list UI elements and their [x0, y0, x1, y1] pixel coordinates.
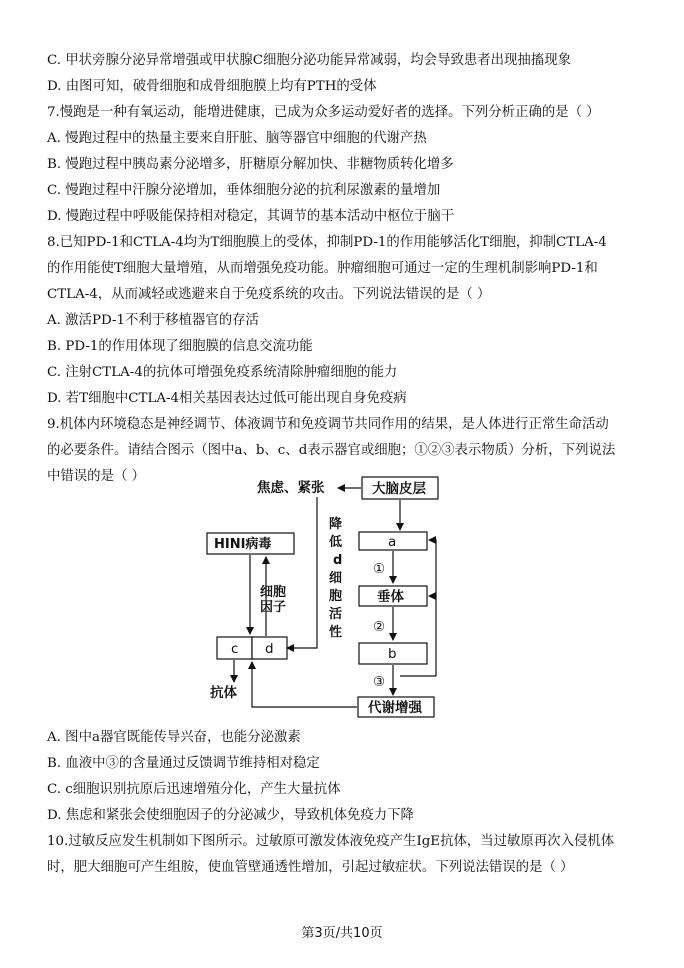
option-b-q7: B. 慢跑过程中胰岛素分泌增多，肝糖原分解加快、非糖物质转化增多 — [47, 157, 454, 172]
option-d-q7: D. 慢跑过程中呼吸能保持相对稳定，其调节的基本活动中枢位于脑干 — [47, 209, 455, 224]
option-c-q7: C. 慢跑过程中汗腺分泌增加，垂体细胞分泌的抗利尿激素的量增加 — [47, 183, 441, 198]
svg-text:细: 细 — [329, 571, 343, 586]
option-d-q9: D. 焦虑和紧张会使细胞因子的分泌减少，导致机体免疫力下降 — [47, 808, 414, 823]
option-d-q6: D. 由图可知，破骨细胞和成骨细胞膜上均有PTH的受体 — [47, 79, 377, 94]
option-c-q9: C. c细胞识别抗原后迅速增殖分化，产生大量抗体 — [47, 782, 341, 797]
question-10-line2: 时，肥大细胞可产生组胺，使血管壁通透性增加，引起过敏症状。下列说法错误的是（ ） — [47, 860, 574, 875]
cerebral-cortex-label: 大脑皮层 — [372, 481, 426, 497]
substance-1-label: ① — [373, 561, 386, 577]
reduce-d-activity-label — [328, 516, 343, 640]
svg-text:降: 降 — [329, 517, 343, 532]
option-b-q8: B. PD-1的作用体现了细胞膜的信息交流功能 — [47, 339, 313, 354]
question-9-line3: 中错误的是（ ） — [47, 469, 145, 484]
feedback-to-a — [429, 540, 436, 676]
antibody-label: 抗体 — [210, 685, 237, 701]
virus-label: HINI病毒 — [214, 537, 272, 552]
svg-text:性: 性 — [329, 625, 343, 640]
svg-text:低: 低 — [329, 535, 343, 550]
question-8-line3: CTLA-4，从而减轻或逃避来自于免疫系统的攻击。下列说法错误的是（ ） — [47, 287, 491, 302]
pituitary-label: 垂体 — [377, 589, 404, 605]
anxiety-label: 焦虑、紧张 — [257, 480, 325, 496]
question-7: 7.慢跑是一种有氧运动，能增进健康，已成为众多运动爱好者的选择。下列分析正确的是（ ） — [47, 105, 600, 120]
question-8-line2: 的作用能使T细胞大量增殖，从而增强免疫功能。肿瘤细胞可通过一定的生理机制影响PD-1和 — [47, 261, 598, 276]
question-10-line1: 10.过敏反应发生机制如下图所示。过敏原可激发体液免疫产生IgE抗体，当过敏原再次入侵机体 — [47, 834, 615, 849]
option-a-q7: A. 慢跑过程中的热量主要来自肝脏、脑等器官中细胞的代谢产热 — [47, 131, 427, 146]
arrow-metabolism-to-d — [252, 662, 357, 707]
question-8-line1: 8.已知PD-1和CTLA-4均为T细胞膜上的受体，抑制PD-1的作用能够活化T细胞，抑制CTLA-4 — [47, 235, 607, 250]
substance-2-label: ② — [373, 619, 386, 635]
question-9-line1: 9.机体内环境稳态是神经调节、体液调节和免疫调节共同作用的结果，是人体进行正常生命活动 — [47, 417, 609, 432]
svg-text:活: 活 — [329, 607, 343, 622]
option-a-q8: A. 激活PD-1不利于移植器官的存活 — [47, 313, 259, 328]
cytokine-label-1: 细胞 — [260, 585, 287, 600]
cell-c-label: c — [231, 641, 239, 657]
svg-text:胞: 胞 — [329, 589, 343, 604]
metabolism-label: 代谢增强 — [368, 700, 422, 716]
cytokine-label-2: 因子 — [260, 600, 287, 615]
organ-b-label: b — [388, 646, 397, 662]
organ-a-label: a — [388, 534, 397, 550]
arrow-anxiety-to-d — [287, 497, 317, 648]
option-c-q8: C. 注射CTLA-4的抗体可增强免疫系统清除肿瘤细胞的能力 — [47, 365, 398, 380]
option-d-q8: D. 若T细胞中CTLA-4相关基因表达过低可能出现自身免疫病 — [47, 391, 407, 406]
question-9-line2: 的必要条件。请结合图示（图中a、b、c、d表示器官或细胞；①②③表示物质）分析，下列说法 — [47, 443, 616, 458]
substance-3-label: ③ — [373, 674, 386, 690]
cell-d-label: d — [265, 641, 274, 657]
option-b-q9: B. 血液中③的含量通过反馈调节维持相对稳定 — [47, 756, 320, 771]
option-c-q6: C. 甲状旁腺分泌异常增强或甲状腺C细胞分泌功能异常减弱，均会导致患者出现抽搐现象 — [47, 53, 571, 68]
page-footer: 第3页/共10页 — [301, 926, 383, 941]
svg-text:d: d — [333, 553, 343, 568]
option-a-q9: A. 图中a器官既能传导兴奋，也能分泌激素 — [47, 730, 301, 745]
